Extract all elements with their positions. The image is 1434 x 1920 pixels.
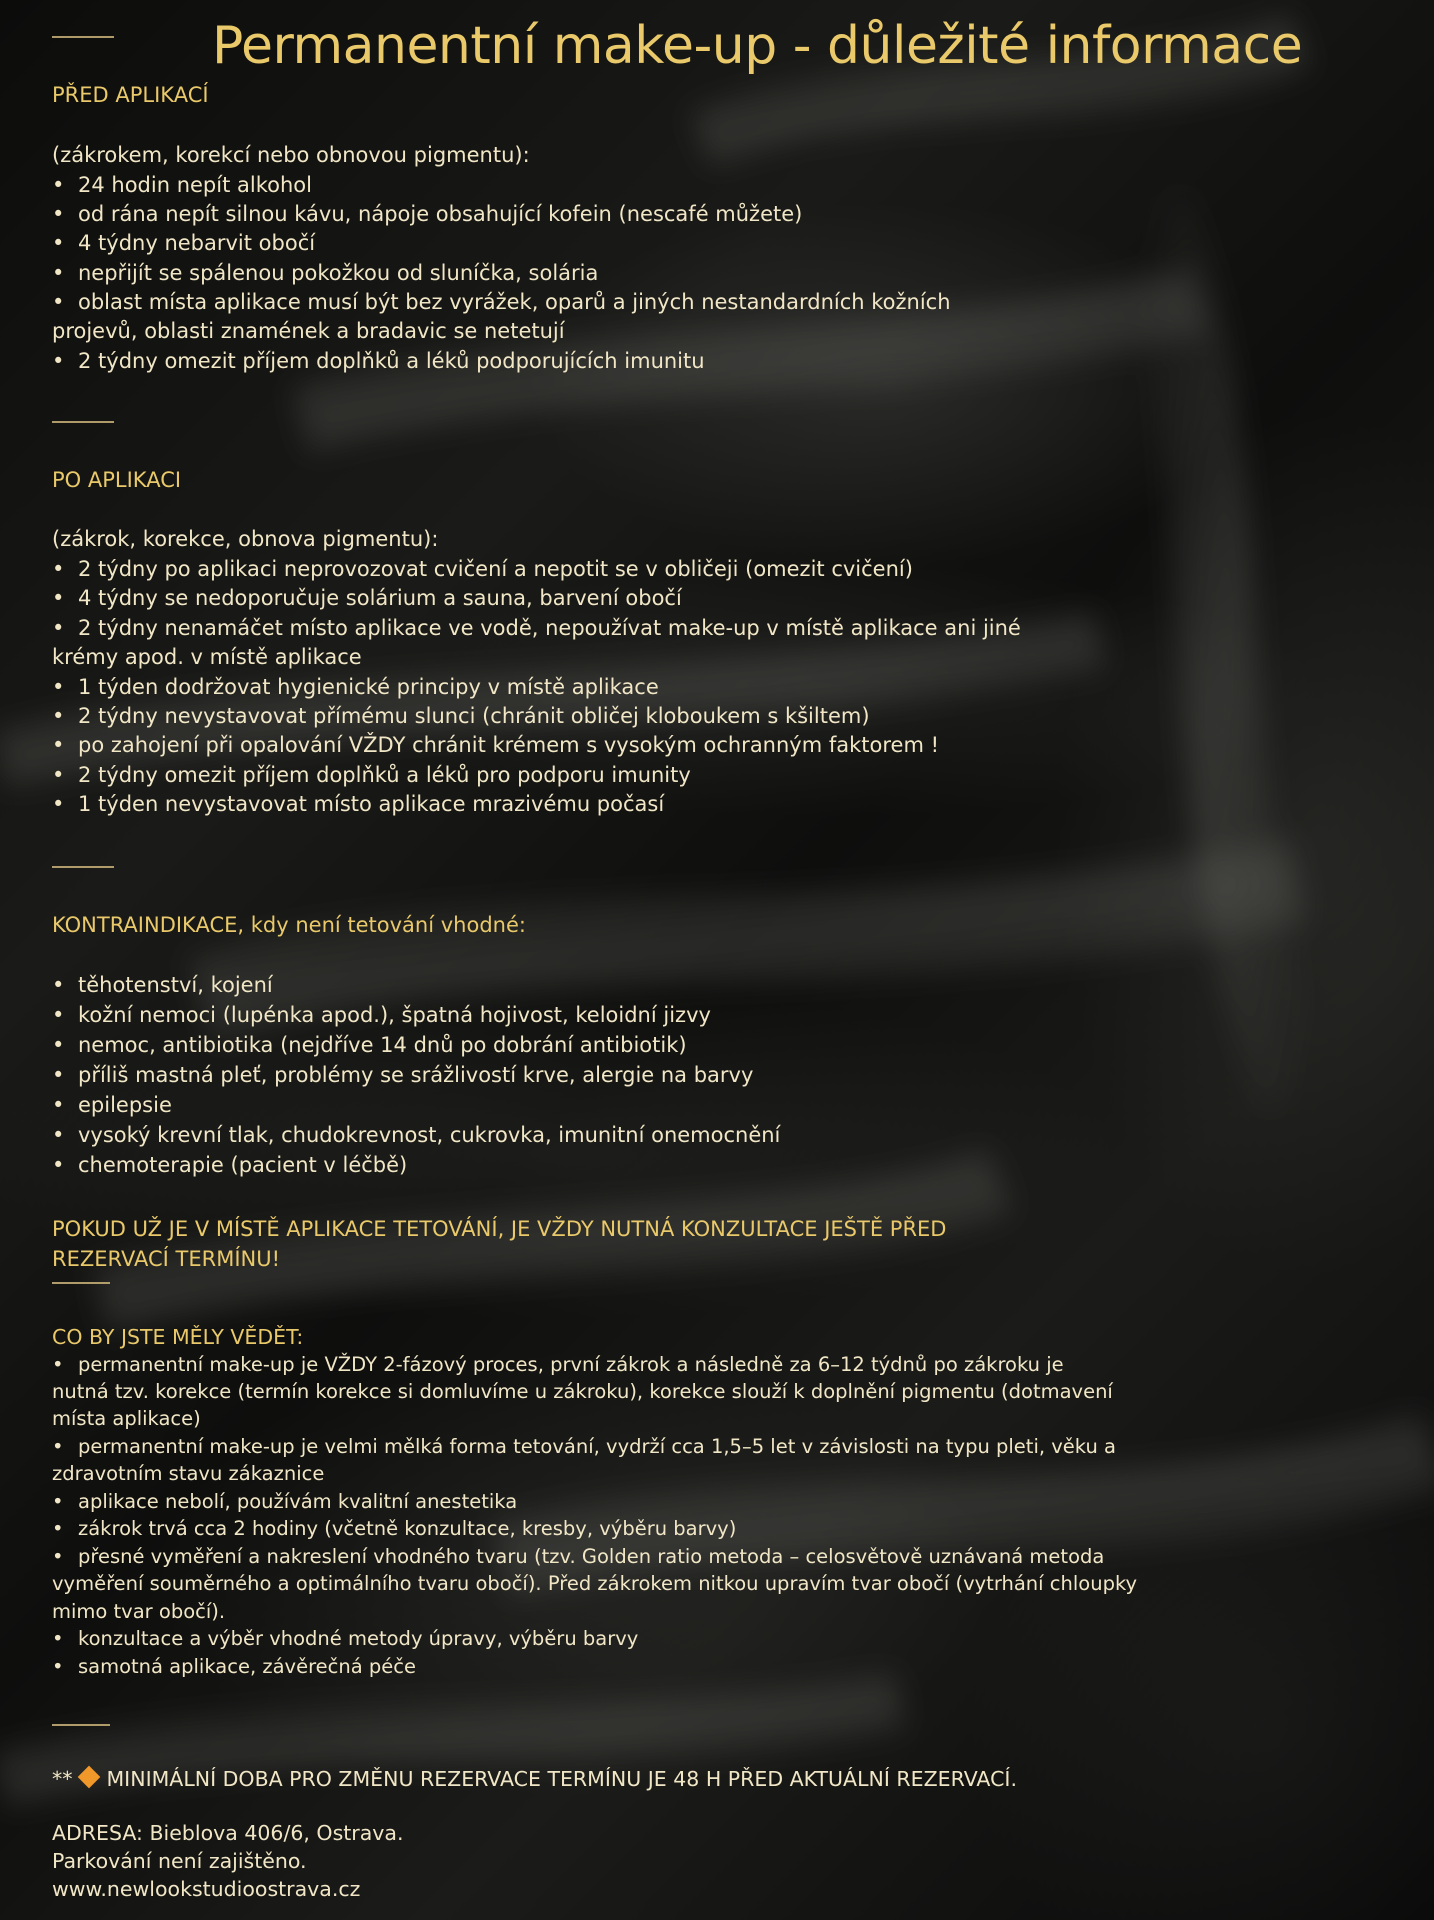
after-item: • po zahojení při opalování VŽDY chránit krémem s vysokým ochranným faktorem ! [52,730,939,760]
contra-item: • chemoterapie (pacient v léčbě) [52,1150,407,1180]
notice-prefix: ** [52,1767,73,1791]
notice [52,1764,1017,1794]
contact-parking: Parkování není zajištěno. [52,1849,307,1873]
info-line: zdravotním stavu zákaznice [52,1462,325,1485]
contra-item: • epilepsie [52,1090,172,1120]
info-line: • aplikace nebolí, používám kvalitní anestetika [52,1488,517,1516]
warning-line: REZERVACÍ TERMÍNU! [52,1247,281,1271]
before-item: • oblast místa aplikace musí být bez vyrážek, oparů a jiných nestandardních kožních [52,287,951,317]
divider [52,1282,110,1284]
divider [52,421,114,423]
before-intro: (zákrokem, korekcí nebo obnovou pigmentu): [52,143,530,167]
after-item: • 1 týden nevystavovat místo aplikace mrazivému počasí [52,789,664,819]
contact-website-link[interactable]: www.newlookstudioostrava.cz [52,1877,361,1901]
info-line: mimo tvar obočí). [52,1600,226,1623]
before-item: • nepřijít se spálenou pokožkou od sluníčka, solária [52,258,598,288]
info-line: • samotná aplikace, závěrečná péče [52,1653,416,1681]
section-heading-info: CO BY JSTE MĚLY VĚDĚT: [52,1325,304,1349]
after-item: • 1 týden dodržovat hygienické principy v místě aplikace [52,672,659,702]
info-line: • zákrok trvá cca 2 hodiny (včetně konzultace, kresby, výběru barvy) [52,1515,736,1543]
section-heading-before: PŘED APLIKACÍ [52,83,209,107]
info-line: • permanentní make-up je velmi mělká forma tetování, vydrží cca 1,5–5 let v závislosti na typu pleti, věku a [52,1433,1116,1461]
page-title: Permanentní make-up - důležité informace [212,16,1303,76]
before-item: • od rána nepít silnou kávu, nápoje obsahující kofein (nescafé můžete) [52,199,802,229]
contra-item: • nemoc, antibiotika (nejdříve 14 dnů po dobrání antibiotik) [52,1030,687,1060]
after-item-continuation: krémy apod. v místě aplikace [52,645,362,669]
info-line: místa aplikace) [52,1407,201,1430]
info-line: • permanentní make-up je VŽDY 2-fázový proces, první zákrok a následně za 6–12 týdnů po zákroku je [52,1351,1064,1379]
before-item: • 2 týdny omezit příjem doplňků a léků podporujících imunitu [52,346,705,376]
after-intro: (zákrok, korekce, obnova pigmentu): [52,527,439,551]
after-item: • 2 týdny nenamáčet místo aplikace ve vodě, nepoužívat make-up v místě aplikace ani jiné [52,613,1021,643]
info-line: • přesné vyměření a nakreslení vhodného tvaru (tzv. Golden ratio metoda – celosvětově uznávaná metoda [52,1543,1104,1571]
section-heading-contra: KONTRAINDIKACE, kdy není tetování vhodné: [52,913,526,937]
before-item-continuation: projevů, oblasti znamének a bradavic se netetují [52,319,565,343]
divider [52,866,114,868]
before-item: • 24 hodin nepít alkohol [52,170,312,200]
info-line: nutná tzv. korekce (termín korekce si domluvíme u zákroku), korekce slouží k doplnění pigmentu (dotmavení [52,1380,1113,1403]
after-item: • 4 týdny se nedoporučuje solárium a sauna, barvení obočí [52,583,682,613]
before-item: • 4 týdny nebarvit obočí [52,228,315,258]
contra-item: • příliš mastná pleť, problémy se srážlivostí krve, alergie na barvy [52,1060,753,1090]
contra-item: • kožní nemoci (lupénka apod.), špatná hojivost, keloidní jizvy [52,1000,711,1030]
after-item: • 2 týdny omezit příjem doplňků a léků pro podporu imunity [52,760,691,790]
section-heading-after: PO APLIKACI [52,468,182,492]
contra-item: • vysoký krevní tlak, chudokrevnost, cukrovka, imunitní onemocnění [52,1120,780,1150]
divider [52,36,114,38]
divider [52,1724,110,1726]
diamond-icon [77,1766,100,1789]
info-line: • konzultace a výběr vhodné metody úpravy, výběru barvy [52,1625,638,1653]
info-line: vyměření souměrného a optimálního tvaru obočí). Před zákrokem nitkou upravím tvar obočí (vytrhání chloupky [52,1572,1138,1595]
notice-text: MINIMÁLNÍ DOBA PRO ZMĚNU REZERVACE TERMÍNU JE 48 H PŘED AKTUÁLNÍ REZERVACÍ. [106,1767,1017,1791]
warning-line: POKUD UŽ JE V MÍSTĚ APLIKACE TETOVÁNÍ, JE VŽDY NUTNÁ KONZULTACE JEŠTĚ PŘED [52,1217,947,1241]
after-item: • 2 týdny nevystavovat přímému slunci (chránit obličej kloboukem s kšiltem) [52,701,870,731]
contra-item: • těhotenství, kojení [52,970,273,1000]
contact-address: ADRESA: Bieblova 406/6, Ostrava. [52,1821,404,1845]
after-item: • 2 týdny po aplikaci neprovozovat cvičení a nepotit se v obličeji (omezit cvičení) [52,554,913,584]
